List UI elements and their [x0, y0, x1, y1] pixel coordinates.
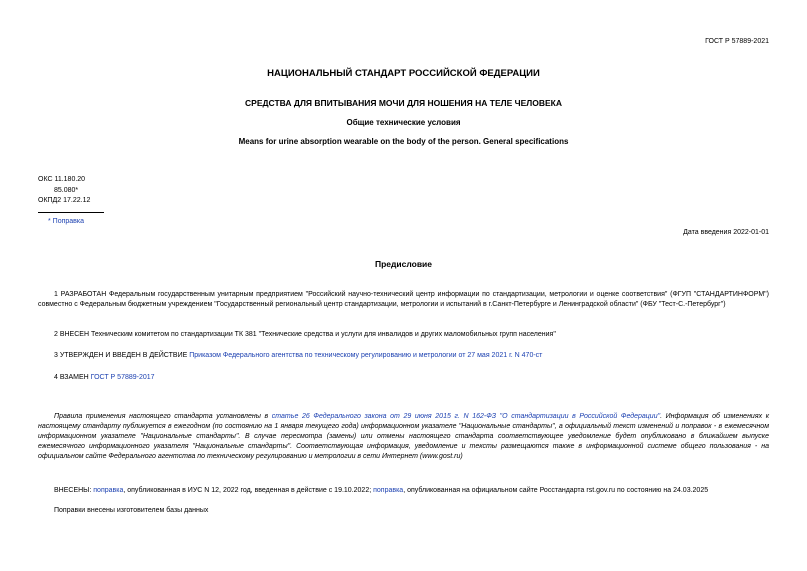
- gost-number: ГОСТ Р 57889-2021: [705, 38, 769, 45]
- document-title-en: Means for urine absorption wearable on the body of the person. General specifications: [238, 137, 569, 146]
- amendment-link-2[interactable]: поправка: [373, 487, 404, 494]
- paragraph-4-text: 4 ВЗАМЕН: [54, 374, 91, 381]
- foreword-paragraph-1: 1 РАЗРАБОТАН Федеральным государственным унитарным предприятием "Российский научно-технический центр информации по стандартизации, метрологии и оценке соответствия" (ФГУП "СТАНДАРТИНФОРМ") совместно с Федеральным бюджетным учреждением "Государственный региональный центр стандартизации, метрологии и испытаний в г.Санкт-Петербурге и Ленинградской области" (ФБУ "Тест-С.-Петербург"): [38, 291, 769, 308]
- oks-code: ОКС 11.180.20: [38, 176, 86, 183]
- amendments-note: Поправки внесены изготовителем базы данных: [54, 507, 209, 514]
- foreword-paragraph-2: 2 ВНЕСЕН Техническим комитетом по стандартизации ТК 381 "Технические средства и услуги для инвалидов и других маломобильных групп населения": [54, 331, 556, 338]
- classification-codes: [38, 175, 90, 207]
- federal-law-link[interactable]: статье 26 Федерального закона от 29 июня 2015 г. N 162-ФЗ "О стандартизации в Российской Федерации": [271, 413, 661, 420]
- document-subtitle-ru: Общие технические условия: [346, 118, 461, 127]
- application-rules-paragraph: [38, 412, 769, 462]
- document-title-ru: СРЕДСТВА ДЛЯ ВПИТЫВАНИЯ МОЧИ ДЛЯ НОШЕНИЯ НА ТЕЛЕ ЧЕЛОВЕКА: [245, 98, 562, 108]
- order-link[interactable]: Приказом Федерального агентства по техническому регулированию и метрологии от 27 мая 2021 г. N 470-ст: [189, 352, 543, 359]
- footnote-divider: [38, 212, 104, 213]
- amendments-paragraph: [54, 486, 769, 496]
- foreword-paragraph-4: [54, 373, 769, 383]
- amendment-text-1: , опубликованная в ИУС N 12, 2022 год, введенная в действие с 19.10.2022;: [123, 487, 374, 494]
- foreword-title: Предисловие: [374, 259, 433, 269]
- replaced-standard-link[interactable]: ГОСТ Р 57889-2017: [90, 374, 155, 381]
- amendment-link-1[interactable]: поправка: [93, 487, 124, 494]
- national-standard-heading: НАЦИОНАЛЬНЫЙ СТАНДАРТ РОССИЙСКОЙ ФЕДЕРАЦИИ: [267, 68, 540, 79]
- paragraph-3-text: 3 УТВЕРЖДЕН И ВВЕДЕН В ДЕЙСТВИЕ: [54, 352, 190, 359]
- popravka-footnote-link[interactable]: * Поправка: [48, 218, 84, 225]
- date-of-introduction: Дата введения 2022-01-01: [683, 229, 769, 236]
- amendment-text-2: , опубликованная на официальном сайте Росстандарта rst.gov.ru по состоянию на 24.03.2025: [403, 487, 709, 494]
- rules-text-prefix: Правила применения настоящего стандарта установлены в: [54, 413, 272, 420]
- okpd-code: ОКПД2 17.22.12: [38, 197, 91, 204]
- foreword-paragraph-3: [54, 351, 769, 361]
- oks-code-secondary: 85.080*: [54, 186, 79, 194]
- rules-text-rest: . Информация об изменениях к настоящему стандарту публикуется в ежегодном (по состоянию на 1 января текущего года) информационном указателе "Национальные стандарты", а официальный текст изменений и поправок - в ежемесячном информационном указателе "Национальные стандарты". В случае пересмотра (замены) или отмены настоящего стандарта соответствующее уведомление будет опубликовано в ближайшем выпуске ежемесячного информационного указателя "Национальные стандарты". Соответствующая информация, уведомление и тексты размещаются также в информационной системе общего пользования - на официальном сайте Федерального агентства по техническому регулированию и метрологии в сети Интернет (www.gost.ru): [38, 413, 769, 460]
- amendments-prefix: ВНЕСЕНЫ:: [54, 487, 94, 494]
